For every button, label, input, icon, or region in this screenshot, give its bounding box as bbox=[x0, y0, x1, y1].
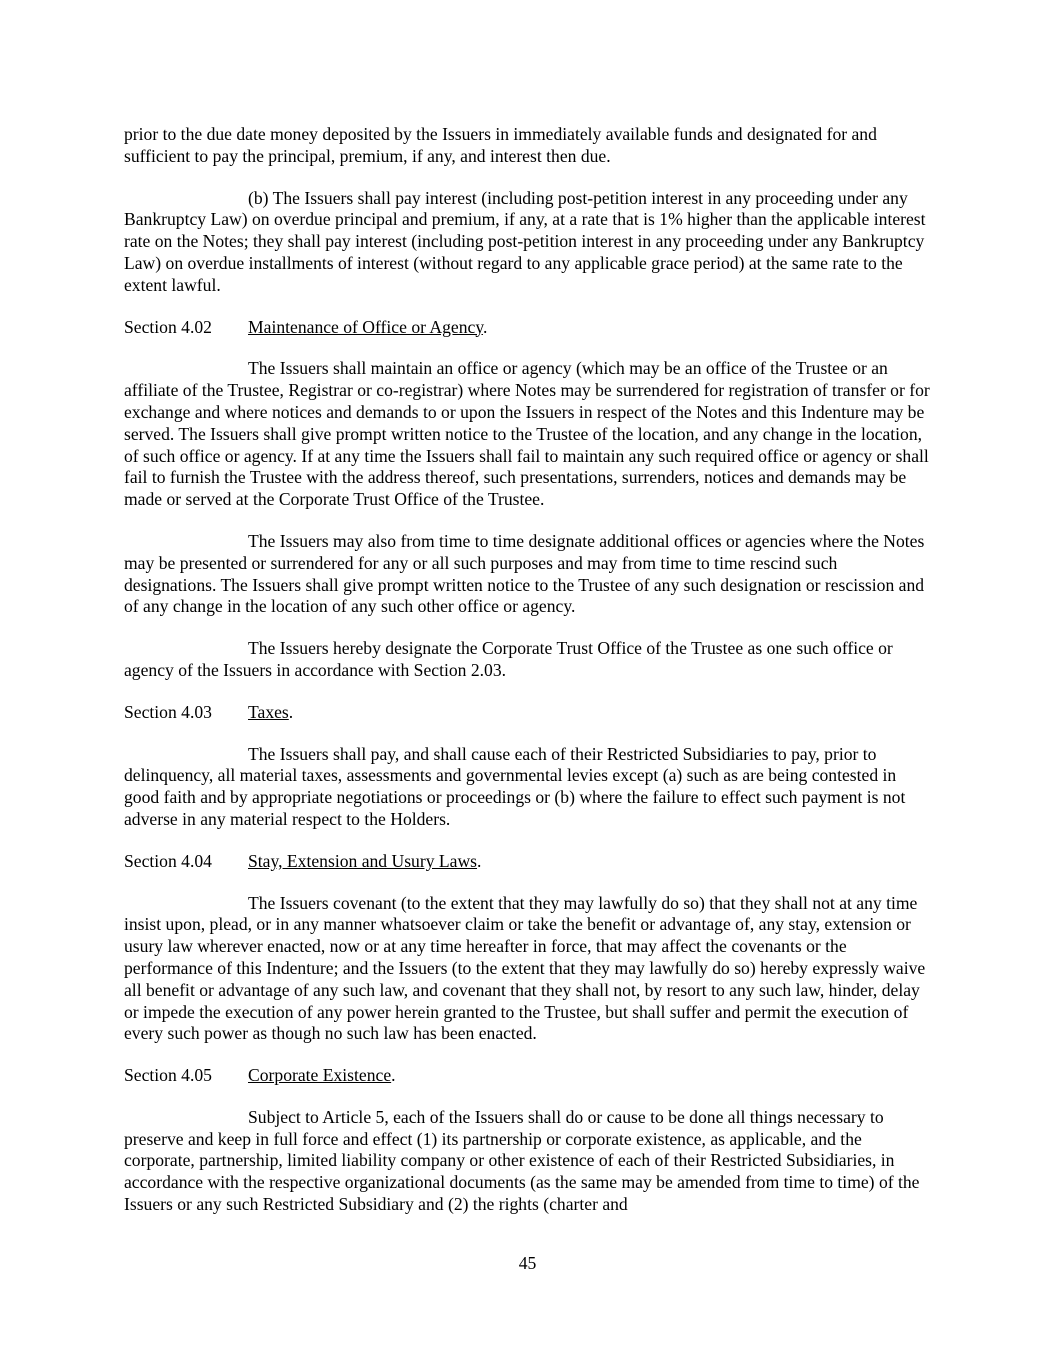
paragraph-designation: The Issuers hereby designate the Corporate Trust Office of the Trustee as one such office or agency of the Issuers in accordance with Section 2.03. bbox=[124, 638, 893, 680]
section-title-period: . bbox=[391, 1065, 396, 1086]
section-title: Taxes bbox=[248, 701, 289, 722]
page-number: 45 bbox=[518, 1253, 537, 1273]
paragraph-overdue-interest: (b) The Issuers shall pay interest (including post-petition interest in any proceeding under any Bankruptcy Law) on overdue principal and premium, if any, at a rate that is 1% higher than the applicable interest rate on the Notes; they shall pay interest (including post-petition interest in any proceeding under any Bankruptcy Law) on overdue installments of interest (without regard to any applicable grace period) at the same rate to the extent lawful. bbox=[124, 187, 926, 295]
section-heading-4-03 bbox=[124, 702, 934, 724]
section-title-period: . bbox=[477, 850, 482, 871]
section-title-period: . bbox=[288, 701, 294, 722]
section-number: Section 4.04 bbox=[124, 850, 212, 871]
section-number: Section 4.05 bbox=[124, 1065, 212, 1086]
section-heading-4-04 bbox=[124, 851, 934, 873]
section-heading-4-02 bbox=[124, 317, 934, 339]
paragraph-usury-laws: The Issuers covenant (to the extent that they may lawfully do so) that they shall not at any time insist upon, plead, or in any manner whatsoever claim or take the benefit or advantage of, any stay, extension or usury law wherever enacted, now or at any time hereafter in force, that may affect the covenants or the performance of this Indenture; and the Issuers (to the extent that they may lawfully do so) hereby expressly waive all benefit or advantage of any such law, and covenant that they shall not, by resort to any such law, hinder, delay or impede the execution of any power herein granted to the Trustee, but shall suffer and permit the execution of every such power as though no such law has been enacted. bbox=[124, 892, 926, 1044]
paragraph-additional-offices: The Issuers may also from time to time designate additional offices or agencies where the Notes may be presented or surrendered for any or all such purposes and may from time to time rescind such designations. The Issuers shall give prompt written notice to the Trustee of any such designation or rescission and of any change in the location of any such other office or agency. bbox=[124, 530, 925, 617]
paragraph-taxes: The Issuers shall pay, and shall cause each of their Restricted Subsidiaries to pay, prior to delinquency, all material taxes, assessments and governmental levies except (a) such as are being contested in good faith and by appropriate negotiations or proceedings or (b) where the failure to effect such payment is not adverse in any material respect to the Holders. bbox=[124, 743, 906, 829]
document-page bbox=[124, 124, 934, 1236]
paragraph-office-agency: The Issuers shall maintain an office or agency (which may be an office of the Trustee or an affiliate of the Trustee, Registrar or co-registrar) where Notes may be surrendered for registration of transfer or for exchange and where notices and demands to or upon the Issuers in respect of the Notes and this Indenture may be served. The Issuers shall give prompt written notice to the Trustee of the location, and any change in the location, of such office or agency. If at any time the Issuers shall fail to maintain any such required office or agency or shall fail to furnish the Trustee with the address thereof, such presentations, surrenders, notices and demands may be made or served at the Corporate Trust Office of the Trustee. bbox=[124, 358, 930, 510]
section-heading-4-05 bbox=[124, 1065, 934, 1087]
section-number: Section 4.02 bbox=[124, 316, 212, 337]
section-title: Stay, Extension and Usury Laws bbox=[248, 850, 478, 871]
paragraph-continuation: prior to the due date money deposited by the Issuers in immediately available funds and designated for and sufficient to pay the principal, premium, if any, and interest then due. bbox=[124, 124, 877, 166]
section-title: Corporate Existence bbox=[248, 1065, 392, 1086]
section-title: Maintenance of Office or Agency bbox=[248, 316, 483, 337]
paragraph-corporate-existence: Subject to Article 5, each of the Issuers shall do or cause to be done all things necessary to preserve and keep in full force and effect (1) its partnership or corporate existence, as applicable, and the corporate, partnership, limited liability company or other existence of each of their Restricted Subsidiaries, in accordance with the respective organizational documents (as the same may be amended from time to time) of the Issuers or any such Restricted Subsidiary and (2) the rights (charter and bbox=[124, 1106, 920, 1215]
section-number: Section 4.03 bbox=[124, 701, 212, 722]
section-title-period: . bbox=[482, 316, 488, 337]
